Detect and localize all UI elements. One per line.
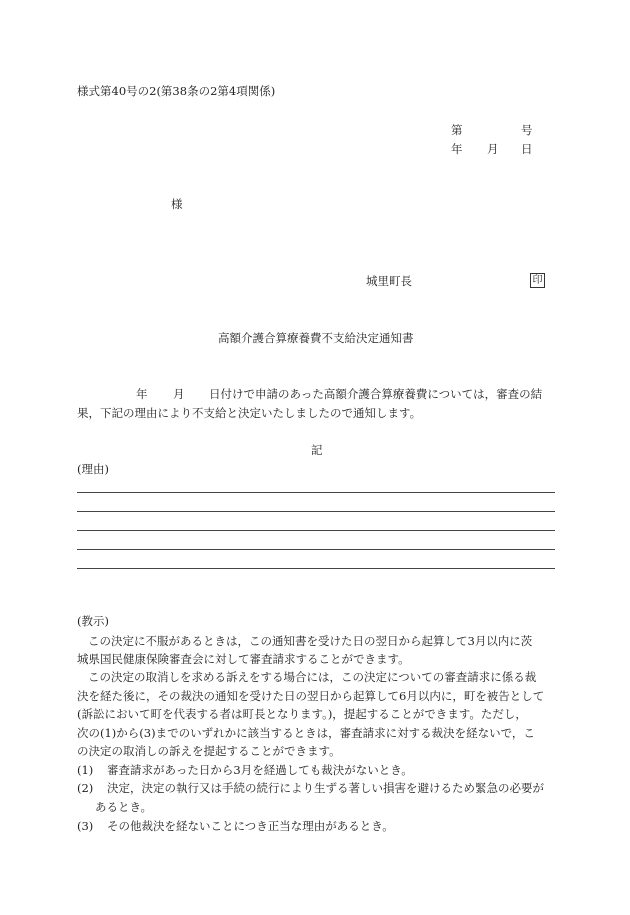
notice-item-text: その他裁決を経ないことにつき正当な理由があるとき。 bbox=[107, 819, 394, 833]
document-title: 高額介護合算療養費不支給決定通知書 bbox=[218, 331, 414, 345]
doc-number-prefix: 第 bbox=[451, 123, 463, 137]
body-line1: 日付けで申請のあった高額介護合算療養費については，審査の結 bbox=[209, 387, 543, 401]
doc-number-suffix: 号 bbox=[521, 123, 533, 137]
notice-item-text-cont: あるとき。 bbox=[95, 800, 153, 814]
notice-p2-line4: 次の(1)から(3)までのいずれかに該当するときは，審査請求に対する裁決を経ないで，こ bbox=[77, 726, 535, 740]
body-line2: 果，下記の理由により不支給と決定いたしましたので通知します。 bbox=[77, 406, 422, 420]
notice-p2-line5: の決定の取消しの訴えを提起することができます。 bbox=[77, 744, 341, 758]
notice-label: (教示) bbox=[77, 614, 109, 628]
ki-heading: 記 bbox=[311, 443, 323, 457]
seal-stamp: 印 bbox=[530, 273, 545, 288]
recipient-honorific: 様 bbox=[171, 197, 183, 211]
reason-line-5 bbox=[77, 568, 555, 569]
date-year: 年 bbox=[451, 142, 463, 156]
notice-p2-line3: (訴訟において町を代表する者は町長となります。)，提起することができます。ただし， bbox=[77, 707, 527, 721]
notice-p1-line1: この決定に不服があるときは，この通知書を受けた日の翌日から起算して3月以内に茨 bbox=[88, 634, 533, 648]
notice-item-num: (3) bbox=[77, 819, 94, 833]
reason-line-1 bbox=[77, 492, 555, 493]
reason-line-3 bbox=[77, 530, 555, 531]
reason-line-2 bbox=[77, 511, 555, 512]
notice-item-num: (2) bbox=[77, 781, 94, 795]
notice-item-text: 審査請求があった日から3月を経過しても裁決がないとき。 bbox=[107, 763, 413, 777]
issuer-title: 城里町長 bbox=[366, 274, 412, 288]
date-day: 日 bbox=[521, 142, 533, 156]
notice-p2-line2: 決を経た後に，その裁決の通知を受けた日の翌日から起算して6月以内に，町を被告として bbox=[77, 689, 545, 703]
reason-line-4 bbox=[77, 549, 555, 550]
body-year: 年 bbox=[136, 387, 148, 401]
form-number: 様式第40号の2(第38条の2第4項関係) bbox=[77, 84, 276, 98]
notice-item-num: (1) bbox=[77, 763, 94, 777]
notice-item-text: 決定，決定の執行又は手続の続行により生ずる著しい損害を避けるため緊急の必要が bbox=[107, 781, 544, 795]
notice-p2-line1: この決定の取消しを求める訴えをする場合には，この決定についての審査請求に係る裁 bbox=[88, 670, 537, 684]
notice-p1-line2: 城県国民健康保険審査会に対して審査請求することができます。 bbox=[77, 652, 410, 666]
body-month: 月 bbox=[173, 387, 185, 401]
date-month: 月 bbox=[487, 142, 499, 156]
reason-label: (理由) bbox=[77, 462, 109, 476]
